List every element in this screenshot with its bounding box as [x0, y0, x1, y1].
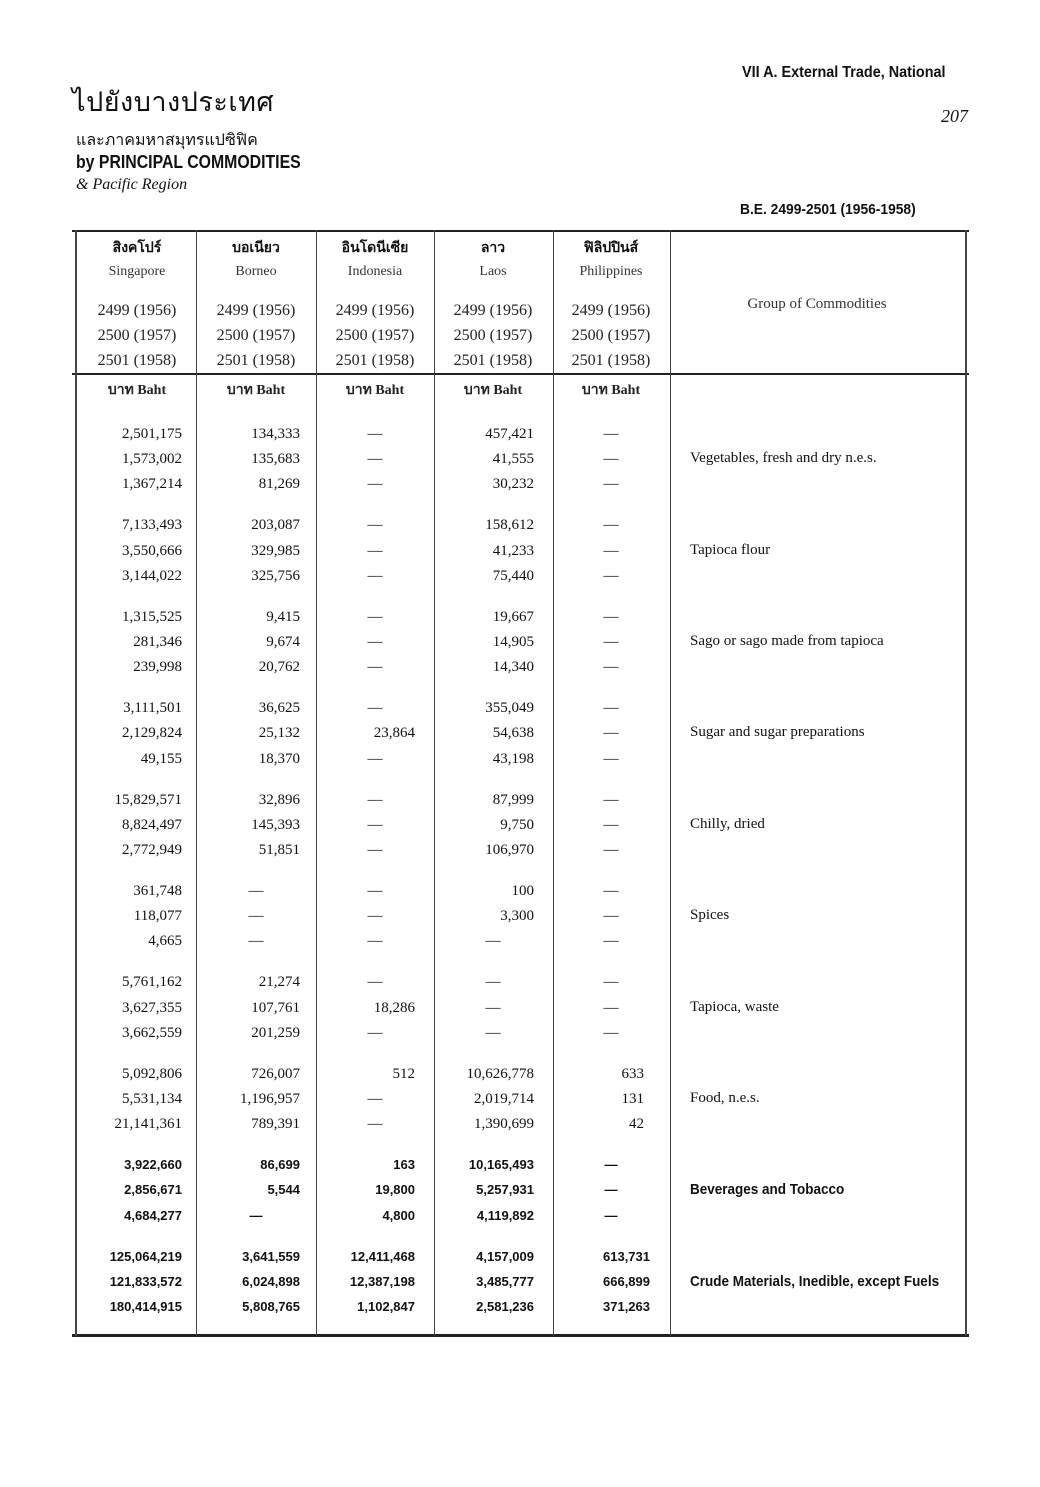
table-cell: 9,415: [266, 608, 300, 625]
col-head-thai: บอเนียว: [232, 240, 280, 256]
table-cell: —: [603, 816, 619, 833]
table-cell: 4,665: [148, 933, 182, 950]
table-cell: —: [367, 1024, 383, 1041]
year-label: 2501 (1958): [453, 352, 533, 369]
commodity-group-label: Tapioca, waste: [690, 998, 779, 1015]
table-cell: —: [367, 883, 383, 899]
table-cell: —: [367, 791, 383, 808]
table-cell: 2,581,236: [476, 1299, 534, 1314]
table-cell: —: [367, 608, 383, 625]
group-of-commodities-header: Group of Commodities: [747, 296, 887, 312]
unit-label: บาท Baht: [226, 383, 286, 398]
commodity-group-label: Vegetables, fresh and dry n.e.s.: [690, 450, 877, 467]
table-cell: 1,102,847: [357, 1299, 415, 1314]
table-cell: 726,007: [251, 1065, 300, 1082]
table-cell: —: [367, 1091, 383, 1107]
col-divider: [670, 230, 671, 1336]
table-cell: —: [367, 542, 383, 559]
table-cell: 633: [621, 1065, 644, 1082]
table-cell: 36,625: [258, 700, 300, 717]
table-cell: 3,485,777: [476, 1273, 534, 1289]
table-cell: 1,390,699: [474, 1116, 534, 1133]
table-cell: —: [367, 634, 383, 650]
table-cell: 457,421: [485, 426, 534, 442]
header-english-title: by PRINCIPAL COMMODITIES: [76, 152, 301, 172]
table-cell: 7,133,493: [122, 517, 182, 534]
table-cell: 8,824,497: [122, 816, 182, 833]
header-thai-title: ไปยังบางประเทศ: [72, 87, 275, 118]
table-cell: —: [604, 1207, 618, 1223]
table-cell: 5,531,134: [122, 1091, 182, 1107]
table-cell: —: [603, 517, 619, 534]
table-cell: 131: [621, 1091, 644, 1107]
table-cell: 325,756: [251, 567, 300, 584]
table-cell: —: [603, 608, 619, 625]
table-cell: —: [367, 700, 383, 717]
table-cell: 512: [392, 1065, 415, 1082]
table-cell: 371,263: [603, 1299, 650, 1314]
commodity-group-label: Tapioca flour: [690, 541, 771, 558]
table-cell: —: [604, 1157, 618, 1173]
year-label: 2499 (1956): [335, 302, 415, 319]
table-cell: 4,119,892: [476, 1207, 534, 1223]
table-cell: 9,750: [500, 816, 534, 833]
table-cell: 30,232: [492, 476, 534, 493]
table-cell: 239,998: [133, 659, 182, 676]
year-label: 2500 (1957): [571, 327, 651, 344]
table-cell: 20,762: [258, 659, 300, 676]
table-cell: —: [248, 883, 264, 899]
col-head-singapore: [78, 236, 196, 284]
table-cell: 14,905: [492, 634, 534, 650]
col-head-english: Indonesia: [347, 264, 403, 279]
table-cell: 10,626,778: [466, 1065, 534, 1082]
table-cell: 3,922,660: [124, 1157, 182, 1173]
table-cell: 203,087: [251, 517, 300, 534]
table-header-divider: [72, 373, 969, 375]
table-cell: —: [603, 634, 619, 650]
table-cell: 51,851: [258, 842, 300, 858]
table-cell: 21,274: [258, 974, 300, 991]
header-english-subtitle: & Pacific Region: [76, 176, 188, 193]
year-label: 2500 (1957): [335, 327, 415, 344]
table-cell: 4,800: [382, 1207, 415, 1223]
table-cell: 5,092,806: [122, 1065, 182, 1082]
table-cell: —: [603, 883, 619, 899]
table-cell: —: [367, 451, 383, 468]
table-cell: —: [367, 517, 383, 534]
section-title: VII A. External Trade, National: [742, 64, 946, 81]
table-cell: 281,346: [133, 634, 182, 650]
table-cell: 329,985: [251, 542, 300, 559]
table-cell: —: [603, 725, 619, 742]
table-cell: —: [249, 1207, 263, 1223]
table-cell: 25,132: [258, 725, 300, 742]
table-cell: 4,684,277: [124, 1207, 182, 1223]
table-cell: —: [485, 933, 501, 950]
year-label: 2501 (1958): [335, 352, 415, 369]
table-cell: —: [603, 999, 619, 1016]
table-cell: 49,155: [140, 750, 182, 767]
table-cell: 18,370: [258, 750, 300, 767]
unit-label: บาท Baht: [107, 383, 167, 398]
table-cell: 118,077: [133, 908, 182, 925]
table-cell: 163: [393, 1157, 415, 1173]
table-cell: —: [367, 933, 383, 950]
col-head-english: Laos: [479, 264, 507, 279]
page-number: 207: [941, 106, 968, 126]
table-cell: —: [603, 1024, 619, 1041]
table-cell: 201,259: [251, 1024, 300, 1041]
table-cell: 100: [511, 883, 534, 899]
table-cell: —: [603, 451, 619, 468]
table-cell: 81,269: [258, 476, 300, 493]
table-cell: —: [603, 542, 619, 559]
table-cell: —: [603, 750, 619, 767]
table-cell: 134,333: [251, 426, 300, 442]
table-cell: 14,340: [492, 659, 534, 676]
table-cell: —: [603, 426, 619, 442]
table-top-border: [72, 230, 969, 232]
col-head-thai: ลาว: [480, 240, 506, 256]
commodity-group-label: Chilly, dried: [690, 815, 765, 832]
table-cell: 6,024,898: [242, 1273, 300, 1289]
table-cell: 19,667: [492, 608, 534, 625]
year-label: 2500 (1957): [453, 327, 533, 344]
table-cell: —: [367, 476, 383, 493]
table-cell: —: [603, 567, 619, 584]
table-cell: 23,864: [373, 725, 415, 742]
table-cell: —: [367, 974, 383, 991]
table-cell: 4,157,009: [476, 1248, 534, 1264]
table-cell: 107,761: [251, 999, 300, 1016]
table-cell: —: [367, 816, 383, 833]
table-cell: 2,129,824: [122, 725, 182, 742]
table-cell: 613,731: [603, 1248, 650, 1264]
table-cell: —: [248, 908, 264, 925]
table-cell: 21,141,361: [114, 1116, 182, 1133]
table-cell: 3,641,559: [242, 1248, 300, 1264]
table-bottom-border: [72, 1334, 969, 1337]
table-cell: —: [603, 974, 619, 991]
table-cell: 3,111,501: [123, 700, 182, 717]
year-label: 2500 (1957): [97, 327, 177, 344]
table-cell: 3,627,355: [122, 999, 182, 1016]
table-cell: 12,387,198: [349, 1273, 415, 1289]
table-cell: 5,544: [267, 1182, 300, 1198]
table-cell: 12,411,468: [350, 1248, 415, 1264]
commodity-group-label: Food, n.e.s.: [690, 1090, 760, 1106]
table-cell: 1,573,002: [122, 451, 182, 468]
table-cell: 180,414,915: [109, 1299, 182, 1314]
table-cell: —: [485, 1024, 501, 1041]
year-list: [78, 298, 196, 373]
table-cell: 158,612: [485, 517, 534, 534]
year-list: [316, 298, 434, 373]
col-head-english: Singapore: [108, 264, 166, 279]
table-cell: 2,856,671: [124, 1182, 182, 1198]
table-cell: 135,683: [251, 451, 300, 468]
year-label: 2500 (1957): [216, 327, 296, 344]
year-label: 2499 (1956): [453, 302, 533, 319]
table-cell: —: [603, 791, 619, 808]
table-cell: 1,196,957: [240, 1091, 300, 1107]
table-cell: 3,550,666: [122, 542, 182, 559]
table-cell: —: [603, 842, 619, 858]
table-cell: 86,699: [260, 1157, 300, 1173]
commodity-table: [72, 230, 969, 1336]
table-cell: 5,761,162: [122, 974, 182, 991]
table-cell: 145,393: [251, 816, 300, 833]
table-cell: —: [367, 659, 383, 676]
table-cell: 43,198: [492, 750, 534, 767]
table-cell: 5,257,931: [476, 1182, 534, 1198]
table-cell: 361,748: [133, 883, 182, 899]
col-head-laos: [434, 236, 552, 284]
table-cell: —: [603, 908, 619, 925]
year-label: 2501 (1958): [571, 352, 651, 369]
commodity-group-label: Spices: [690, 907, 730, 924]
table-cell: —: [603, 700, 619, 717]
table-cell: 9,674: [266, 634, 300, 650]
commodity-group-label: Beverages and Tobacco: [690, 1181, 845, 1199]
col-head-thai: สิงคโปร์: [112, 240, 162, 256]
table-cell: 125,064,219: [109, 1248, 182, 1264]
year-list: [434, 298, 552, 373]
table-right-border: [965, 230, 967, 1336]
col-head-thai: ฟิลิปปินส์: [583, 240, 639, 256]
table-cell: —: [367, 567, 383, 584]
table-cell: 54,638: [492, 725, 534, 742]
table-cell: —: [367, 1116, 383, 1133]
col-head-indonesia: [316, 236, 434, 284]
table-cell: —: [367, 908, 383, 925]
col-head-thai: อินโดนีเซีย: [341, 240, 409, 256]
table-cell: 1,315,525: [122, 608, 182, 625]
year-label: 2499 (1956): [97, 302, 177, 319]
table-cell: 789,391: [251, 1116, 300, 1133]
table-cell: —: [485, 974, 501, 991]
year-list: [552, 298, 670, 373]
table-cell: 2,019,714: [474, 1091, 534, 1107]
table-cell: 3,300: [500, 908, 534, 925]
table-cell: 355,049: [485, 700, 534, 717]
year-list: [197, 298, 315, 373]
commodity-group-label: Crude Materials, Inedible, except Fuels: [690, 1272, 940, 1290]
table-cell: 3,662,559: [122, 1024, 182, 1041]
table-cell: —: [603, 933, 619, 950]
table-cell: 42: [629, 1116, 644, 1133]
table-cell: 41,233: [492, 542, 534, 559]
col-head-philippines: [552, 236, 670, 284]
table-cell: —: [603, 476, 619, 493]
unit-label: บาท Baht: [463, 383, 523, 398]
table-cell: 75,440: [492, 567, 534, 584]
table-cell: 87,999: [492, 791, 534, 808]
year-label: 2501 (1958): [216, 352, 296, 369]
table-cell: —: [603, 659, 619, 676]
year-label: 2501 (1958): [97, 352, 177, 369]
table-cell: —: [367, 750, 383, 767]
table-cell: 5,808,765: [242, 1299, 300, 1314]
table-cell: 1,367,214: [122, 476, 182, 493]
table-cell: 19,800: [375, 1182, 415, 1198]
year-label: 2499 (1956): [571, 302, 651, 319]
unit-label: บาท Baht: [581, 383, 641, 398]
col-head-english: Borneo: [235, 264, 277, 279]
commodity-group-label: Sugar and sugar preparations: [690, 724, 865, 741]
table-cell: 18,286: [373, 999, 415, 1016]
year-label: 2499 (1956): [216, 302, 296, 319]
table-cell: 666,899: [603, 1273, 650, 1289]
table-cell: —: [367, 426, 383, 442]
table-cell: 10,165,493: [468, 1157, 534, 1173]
col-head-english: Philippines: [579, 264, 643, 279]
table-cell: —: [485, 999, 501, 1016]
table-cell: 2,772,949: [122, 842, 182, 858]
table-cell: 41,555: [492, 451, 534, 468]
table-cell: 2,501,175: [122, 426, 182, 442]
col-head-borneo: [197, 236, 315, 284]
unit-label: บาท Baht: [345, 383, 405, 398]
table-cell: 32,896: [258, 791, 300, 808]
table-cell: 15,829,571: [114, 791, 182, 808]
commodity-group-label: Sago or sago made from tapioca: [690, 633, 884, 649]
table-cell: —: [248, 933, 264, 950]
header-thai-subtitle: และภาคมหาสมุทรแปซิฟิค: [76, 130, 258, 149]
table-cell: 3,144,022: [122, 567, 182, 584]
table-cell: —: [604, 1182, 618, 1198]
table-cell: —: [367, 842, 383, 858]
period-label: B.E. 2499-2501 (1956-1958): [740, 201, 916, 218]
table-cell: 106,970: [485, 842, 534, 858]
table-cell: 121,833,572: [109, 1273, 182, 1289]
